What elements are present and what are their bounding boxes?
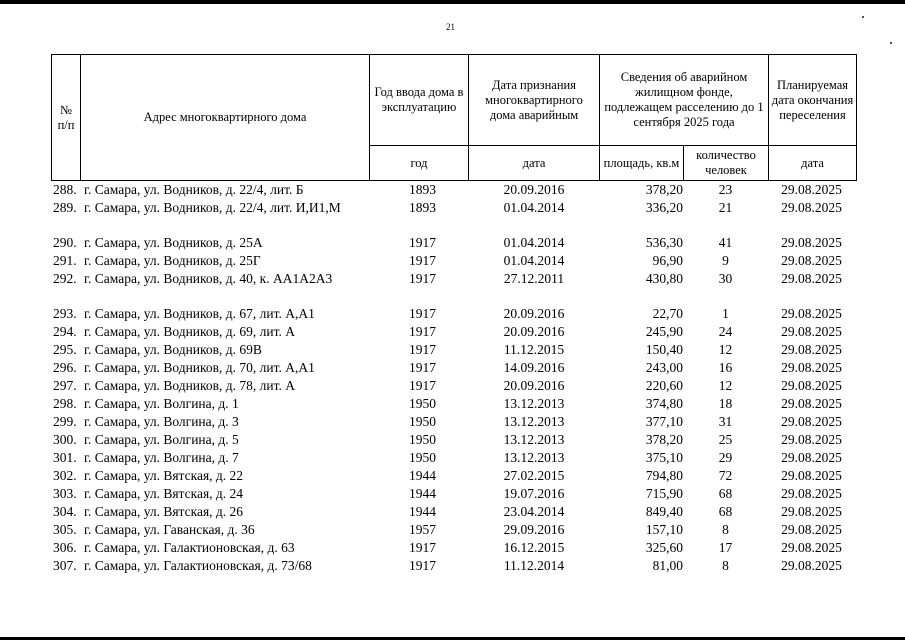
row-recognition-date: 23.04.2014	[503, 504, 565, 519]
table-row	[51, 521, 857, 539]
row-number: 303.	[53, 486, 77, 501]
row-plan-date: 29.08.2025	[781, 486, 842, 501]
row-number: 288.	[53, 182, 77, 197]
header-sub-people: количество человек	[683, 145, 769, 181]
row-address: г. Самара, ул. Водников, д. 67, лит. А,А1	[84, 306, 315, 321]
scan-speck	[862, 16, 864, 18]
table-row	[51, 485, 857, 503]
row-recognition-date: 29.09.2016	[503, 522, 565, 537]
row-address: г. Самара, ул. Волгина, д. 5	[84, 432, 239, 447]
row-year: 1917	[409, 253, 436, 268]
row-year: 1917	[409, 235, 436, 250]
row-plan-date: 29.08.2025	[781, 342, 842, 357]
row-plan-date: 29.08.2025	[781, 450, 842, 465]
row-people: 29	[718, 450, 733, 465]
row-recognition-date: 01.04.2014	[503, 253, 565, 268]
row-plan-date: 29.08.2025	[781, 414, 842, 429]
row-recognition-date: 01.04.2014	[503, 235, 565, 250]
row-address: г. Самара, ул. Волгина, д. 3	[84, 414, 239, 429]
row-people: 21	[718, 200, 733, 215]
row-people: 1	[722, 306, 729, 321]
row-address: г. Самара, ул. Водников, д. 40, к. АА1А2А3	[84, 271, 333, 286]
row-year: 1957	[409, 522, 436, 537]
row-recognition-date: 19.07.2016	[503, 486, 565, 501]
table-row	[51, 181, 857, 199]
table-row	[51, 467, 857, 485]
row-address: г. Самара, ул. Волгина, д. 1	[84, 396, 239, 411]
row-plan-date: 29.08.2025	[781, 235, 842, 250]
table-header	[51, 54, 857, 181]
row-people: 8	[722, 522, 729, 537]
header-recognition-date: Дата признания многоквартирного дома аварийным	[468, 54, 600, 146]
row-plan-date: 29.08.2025	[781, 432, 842, 447]
row-address: г. Самара, ул. Галактионовская, д. 73/68	[84, 558, 312, 573]
row-recognition-date: 27.12.2011	[503, 271, 565, 286]
row-recognition-date: 13.12.2013	[503, 396, 565, 411]
header-fund-info: Сведения об аварийном жилищном фонде, подлежащем расселению до 1 сентября 2025 года	[599, 54, 769, 146]
table-row	[51, 323, 857, 341]
row-area: 374,80	[645, 396, 683, 411]
row-area: 81,00	[652, 558, 683, 573]
row-address: г. Самара, ул. Волгина, д. 7	[84, 450, 239, 465]
row-area: 378,20	[645, 182, 683, 197]
row-area: 336,20	[645, 200, 683, 215]
row-area: 22,70	[652, 306, 683, 321]
row-number: 292.	[53, 271, 77, 286]
row-area: 243,00	[645, 360, 683, 375]
table-row	[51, 395, 857, 413]
row-plan-date: 29.08.2025	[781, 522, 842, 537]
row-number: 296.	[53, 360, 77, 375]
top-border	[0, 0, 905, 4]
row-number: 306.	[53, 540, 77, 555]
header-sub-area: площадь, кв.м	[599, 145, 684, 181]
row-people: 31	[718, 414, 733, 429]
table-row	[51, 431, 857, 449]
row-number: 297.	[53, 378, 77, 393]
row-people: 16	[718, 360, 733, 375]
row-number: 300.	[53, 432, 77, 447]
row-number: 307.	[53, 558, 77, 573]
header-planned-end: Планируемая дата окончания переселения	[768, 54, 857, 146]
table-row	[51, 413, 857, 431]
row-plan-date: 29.08.2025	[781, 468, 842, 483]
row-area: 245,90	[645, 324, 683, 339]
row-people: 30	[718, 271, 733, 286]
row-recognition-date: 27.02.2015	[503, 468, 565, 483]
header-sub-year: год	[369, 145, 469, 181]
row-recognition-date: 14.09.2016	[503, 360, 565, 375]
row-people: 23	[718, 182, 733, 197]
row-plan-date: 29.08.2025	[781, 504, 842, 519]
row-area: 157,10	[645, 522, 683, 537]
row-year: 1944	[409, 504, 436, 519]
row-number: 294.	[53, 324, 77, 339]
row-recognition-date: 20.09.2016	[503, 324, 565, 339]
row-area: 220,60	[645, 378, 683, 393]
row-number: 298.	[53, 396, 77, 411]
table-row	[51, 305, 857, 323]
row-recognition-date: 20.09.2016	[503, 182, 565, 197]
row-recognition-date: 13.12.2013	[503, 432, 565, 447]
table-row	[51, 377, 857, 395]
row-year: 1944	[409, 468, 436, 483]
row-recognition-date: 13.12.2013	[503, 414, 565, 429]
header-address: Адрес многоквартирного дома	[80, 54, 370, 181]
row-number: 301.	[53, 450, 77, 465]
row-people: 8	[722, 558, 729, 573]
row-address: г. Самара, ул. Водников, д. 22/4, лит. И,И1,М	[84, 200, 341, 215]
row-year: 1917	[409, 342, 436, 357]
table-row	[51, 359, 857, 377]
row-plan-date: 29.08.2025	[781, 558, 842, 573]
row-address: г. Самара, ул. Водников, д. 22/4, лит. Б	[84, 182, 304, 197]
row-recognition-date: 11.12.2015	[503, 342, 565, 357]
row-number: 302.	[53, 468, 77, 483]
row-year: 1950	[409, 450, 436, 465]
row-address: г. Самара, ул. Водников, д. 25Г	[84, 253, 261, 268]
table-row	[51, 234, 857, 252]
row-number: 290.	[53, 235, 77, 250]
row-plan-date: 29.08.2025	[781, 253, 842, 268]
table-row	[51, 341, 857, 359]
row-year: 1893	[409, 182, 436, 197]
table-row	[51, 449, 857, 467]
row-area: 375,10	[645, 450, 683, 465]
row-number: 299.	[53, 414, 77, 429]
row-number: 291.	[53, 253, 77, 268]
row-people: 12	[718, 342, 733, 357]
row-plan-date: 29.08.2025	[781, 378, 842, 393]
row-plan-date: 29.08.2025	[781, 200, 842, 215]
row-address: г. Самара, ул. Вятская, д. 24	[84, 486, 244, 501]
row-recognition-date: 11.12.2014	[503, 558, 565, 573]
row-year: 1950	[409, 396, 436, 411]
row-recognition-date: 13.12.2013	[503, 450, 565, 465]
row-address: г. Самара, ул. Вятская, д. 26	[84, 504, 244, 519]
row-address: г. Самара, ул. Галактионовская, д. 63	[84, 540, 295, 555]
row-people: 68	[718, 504, 733, 519]
row-number: 289.	[53, 200, 77, 215]
row-plan-date: 29.08.2025	[781, 540, 842, 555]
row-people: 9	[722, 253, 729, 268]
row-plan-date: 29.08.2025	[781, 360, 842, 375]
row-people: 72	[718, 468, 733, 483]
row-plan-date: 29.08.2025	[781, 324, 842, 339]
row-plan-date: 29.08.2025	[781, 271, 842, 286]
row-address: г. Самара, ул. Водников, д. 69В	[84, 342, 262, 357]
row-year: 1950	[409, 414, 436, 429]
row-plan-date: 29.08.2025	[781, 306, 842, 321]
row-area: 377,10	[645, 414, 683, 429]
row-area: 96,90	[652, 253, 683, 268]
row-area: 325,60	[645, 540, 683, 555]
table-row	[51, 199, 857, 217]
row-number: 293.	[53, 306, 77, 321]
row-year: 1917	[409, 558, 436, 573]
header-year-built: Год ввода дома в эксплуатацию	[369, 54, 469, 146]
header-sub-date: дата	[468, 145, 600, 181]
row-area: 715,90	[645, 486, 683, 501]
scan-speck	[890, 42, 892, 44]
table-row	[51, 557, 857, 575]
row-year: 1917	[409, 360, 436, 375]
row-people: 12	[718, 378, 733, 393]
row-year: 1950	[409, 432, 436, 447]
row-people: 18	[718, 396, 733, 411]
row-year: 1917	[409, 378, 436, 393]
row-address: г. Самара, ул. Гаванская, д. 36	[84, 522, 255, 537]
row-address: г. Самара, ул. Водников, д. 69, лит. А	[84, 324, 295, 339]
row-area: 794,80	[645, 468, 683, 483]
row-people: 41	[718, 235, 733, 250]
table-row	[51, 270, 857, 288]
row-recognition-date: 20.09.2016	[503, 378, 565, 393]
row-address: г. Самара, ул. Водников, д. 25А	[84, 235, 263, 250]
row-area: 378,20	[645, 432, 683, 447]
row-address: г. Самара, ул. Водников, д. 70, лит. А,А1	[84, 360, 315, 375]
row-plan-date: 29.08.2025	[781, 396, 842, 411]
row-people: 17	[718, 540, 733, 555]
row-address: г. Самара, ул. Водников, д. 78, лит. А	[84, 378, 295, 393]
row-year: 1917	[409, 540, 436, 555]
row-recognition-date: 20.09.2016	[503, 306, 565, 321]
row-year: 1917	[409, 324, 436, 339]
row-people: 24	[718, 324, 733, 339]
header-num: № п/п	[51, 54, 81, 181]
row-recognition-date: 01.04.2014	[503, 200, 565, 215]
row-year: 1917	[409, 306, 436, 321]
row-recognition-date: 16.12.2015	[503, 540, 565, 555]
row-area: 150,40	[645, 342, 683, 357]
row-address: г. Самара, ул. Вятская, д. 22	[84, 468, 244, 483]
row-people: 68	[718, 486, 733, 501]
row-area: 430,80	[645, 271, 683, 286]
row-number: 305.	[53, 522, 77, 537]
row-number: 304.	[53, 504, 77, 519]
row-number: 295.	[53, 342, 77, 357]
table-body	[51, 181, 857, 575]
header-sub-plan-date: дата	[768, 145, 857, 181]
row-area: 536,30	[645, 235, 683, 250]
row-area: 849,40	[645, 504, 683, 519]
table-row	[51, 252, 857, 270]
row-year: 1893	[409, 200, 436, 215]
row-year: 1944	[409, 486, 436, 501]
row-plan-date: 29.08.2025	[781, 182, 842, 197]
page-number: 21	[446, 22, 455, 32]
row-people: 25	[718, 432, 733, 447]
row-year: 1917	[409, 271, 436, 286]
table-row	[51, 503, 857, 521]
table-row	[51, 539, 857, 557]
